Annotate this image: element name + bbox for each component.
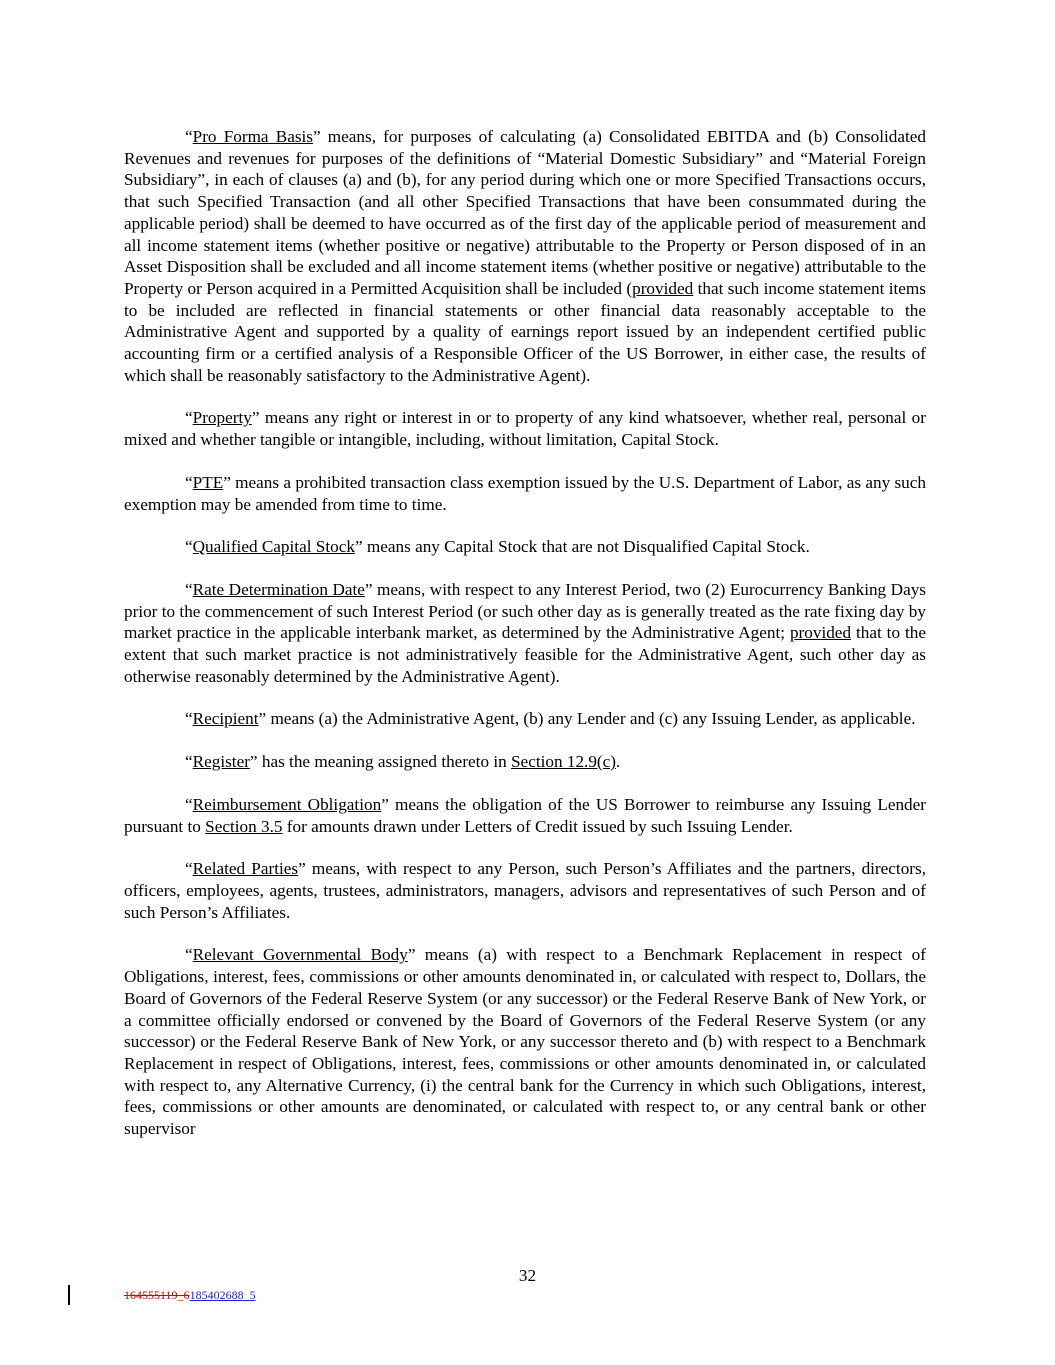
definition-text: “	[185, 472, 193, 492]
definition-text: “	[185, 127, 193, 146]
definition-qualified-capital-stock	[124, 536, 926, 558]
definition-reimbursement-obligation	[124, 794, 926, 837]
definition-pro-forma-basis	[124, 126, 926, 386]
definition-text: “	[185, 859, 193, 879]
definition-text: “	[185, 537, 193, 557]
definition-text: ” means, with respect to any Person, such Person’s Affiliates and the partners, directors, officers, employees, agents, trustees, administrators, managers, advisors and representatives of such Person and of such Person’s Affiliates.	[124, 859, 926, 922]
defined-term: Relevant Governmental Body	[192, 945, 408, 965]
definition-text: ” means, with respect to any Interest Period, two (2) Eurocurrency Banking Days prior to the commencement of such Interest Period (or such other day as is generally treated as the rate fixing day by market practice in the applicable interbank market, as determined by the Administrative Agent;	[124, 579, 926, 643]
document-id-deleted: 164555119_6	[124, 1288, 190, 1302]
defined-term: Property	[192, 408, 252, 428]
definition-relevant-governmental-body	[124, 944, 926, 1139]
definition-register	[124, 751, 926, 773]
definition-text: that to the extent that such market practice is not administratively feasible for the Administrative Agent, such other day as otherwise reasonably determined by the Administrative Agent).	[124, 623, 926, 686]
definition-rate-determination-date	[124, 579, 926, 688]
definition-text: ” means a prohibited transaction class exemption issued by the U.S. Department of Labor, as any such exemption may be amended from time to time.	[124, 472, 926, 514]
definition-text: ” has the meaning assigned thereto in	[249, 752, 511, 772]
change-bar	[68, 1285, 70, 1305]
definition-text: ” means any Capital Stock that are not Disqualified Capital Stock.	[354, 537, 810, 557]
underlined-reference: Section 3.5	[205, 816, 283, 836]
definition-text: “	[185, 408, 193, 428]
document-body	[124, 126, 926, 1161]
definition-recipient	[124, 708, 926, 730]
definition-text: “	[185, 752, 193, 772]
definition-text: ” means (a) the Administrative Agent, (b) any Lender and (c) any Issuing Lender, as applicable.	[258, 709, 916, 729]
definition-pte	[124, 472, 926, 515]
defined-term: Pro Forma Basis	[192, 127, 313, 146]
defined-term: Recipient	[192, 709, 259, 729]
underlined-reference: provided	[632, 278, 694, 298]
definition-text: ” means the obligation of the US Borrower to reimburse any Issuing Lender pursuant to	[124, 794, 926, 836]
definition-text: that such income statement items to be included are reflected in financial statements or other financial data reasonably acceptable to the Administrative Agent and supported by a quality of earnings report issued by an independent certified public accounting firm or a certified analysis of a Responsible Officer of the US Borrower, in either case, the results of which shall be reasonably satisfactory to the Administrative Agent).	[124, 278, 926, 385]
underlined-reference: provided	[789, 623, 852, 643]
page-number: 32	[518, 1266, 537, 1285]
definition-text: “	[185, 945, 193, 965]
document-id-inserted: 185402688_5	[189, 1288, 256, 1302]
defined-term: Register	[192, 752, 250, 772]
defined-term: Reimbursement Obligation	[192, 794, 382, 814]
definition-text: “	[185, 579, 193, 599]
definition-text: for amounts drawn under Letters of Credit issued by such Issuing Lender.	[282, 816, 793, 836]
defined-term: PTE	[192, 472, 224, 492]
defined-term: Related Parties	[192, 859, 299, 879]
definition-text: ” means (a) with respect to a Benchmark Replacement in respect of Obligations, interest, fees, commissions or other amounts denominated in, or calculated with respect to, Dollars, the Board of Governors of the Federal Reserve System (or any successor) or the Federal Reserve Bank of New York, or a committee officially endorsed or convened by the Board of Governors of the Federal Reserve System (or any successor) or the Federal Reserve Bank of New York, or any successor thereto and (b) with respect to a Benchmark Replacement in respect of Obligations, interest, fees, commissions or other amounts denominated in, or calculated with respect to, any Alternative Currency, (i) the central bank for the Currency in which such Obligations, interest, fees, commissions or other amounts are denominated, or calculated with respect to, or any central bank or other supervisor	[124, 945, 926, 1139]
definition-text: “	[185, 794, 193, 814]
definition-related-parties	[124, 858, 926, 923]
definition-text: ” means, for purposes of calculating (a) Consolidated EBITDA and (b) Consolidated Revenues and revenues for purposes of the definitions of “Material Domestic Subsidiary” and “Material Foreign Subsidiary”, in each of clauses (a) and (b), for any period during which one or more Specified Transactions occurs, that such Specified Transaction (and all other Specified Transactions that have been consummated during the applicable period) shall be deemed to have occurred as of the first day of the applicable period of measurement and all income statement items (whether positive or negative) attributable to the Property or Person disposed of in an Asset Disposition shall be excluded and all income statement items (whether positive or negative) attributable to the Property or Person acquired in a Permitted Acquisition shall be included (	[124, 127, 926, 298]
underlined-reference: Section 12.9(c)	[511, 752, 617, 772]
defined-term: Qualified Capital Stock	[192, 537, 355, 557]
definition-text: .	[616, 752, 621, 772]
defined-term: Rate Determination Date	[192, 579, 365, 599]
definition-text: “	[185, 709, 193, 729]
definition-property	[124, 407, 926, 450]
definition-text: ” means any right or interest in or to property of any kind whatsoever, whether real, personal or mixed and whether tangible or intangible, including, without limitation, Capital Stock.	[124, 408, 926, 450]
document-id	[124, 1288, 256, 1303]
